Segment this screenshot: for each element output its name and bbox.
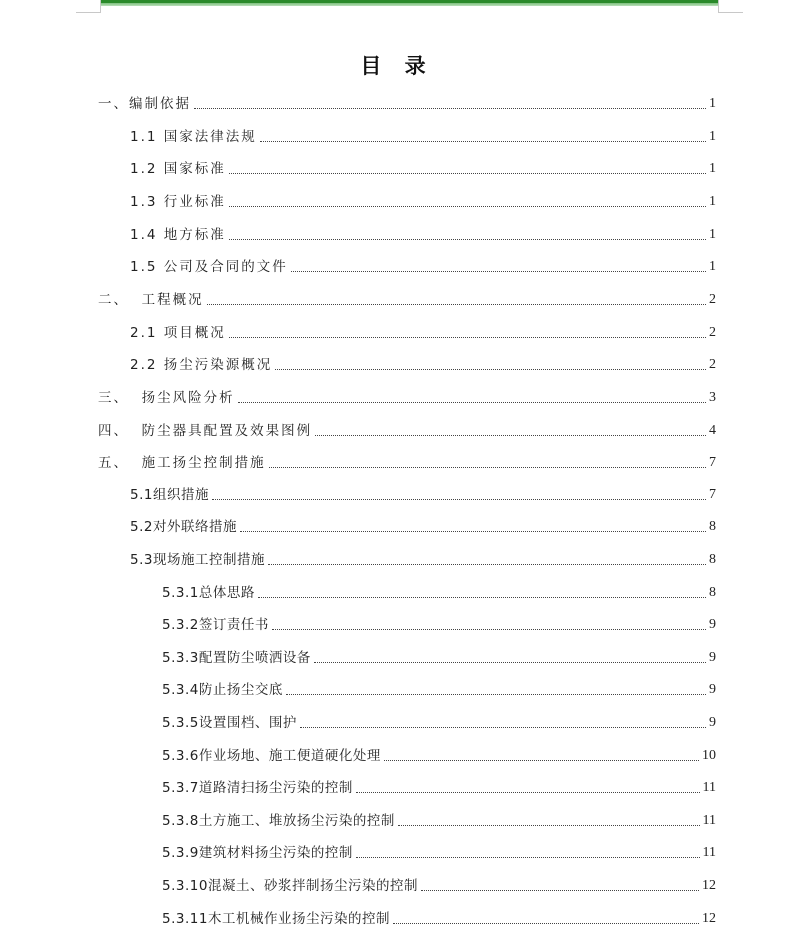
toc-entry-label: 5.3.9建筑材料扬尘污染的控制	[162, 845, 353, 861]
toc-entry-label: 二、 工程概况	[98, 292, 204, 308]
page-title: 目 录	[360, 54, 434, 78]
toc-page-number: 1	[709, 194, 716, 209]
toc-entry[interactable]	[130, 485, 716, 505]
toc-entry-label: 5.3.3配置防尘喷洒设备	[162, 650, 311, 666]
toc-leader	[260, 141, 706, 142]
toc-leader	[356, 857, 700, 858]
toc-page-number: 9	[709, 682, 716, 697]
toc-page-number: 11	[702, 845, 716, 860]
toc-entry[interactable]	[162, 680, 716, 700]
toc-entry-label: 5.3.5设置围档、围护	[162, 715, 297, 731]
toc-entry[interactable]	[162, 583, 716, 603]
toc-leader	[398, 825, 700, 826]
toc-page-number: 7	[709, 455, 716, 470]
toc-page-number: 1	[709, 96, 716, 111]
toc-page-number: 1	[709, 259, 716, 274]
toc-leader	[207, 304, 706, 305]
toc-leader	[229, 239, 706, 240]
toc-entry[interactable]	[162, 713, 716, 733]
toc-page-number: 8	[709, 585, 716, 600]
toc-entry-label: 2.2 扬尘污染源概况	[130, 357, 273, 373]
toc-page-number: 8	[709, 519, 716, 534]
toc-leader	[393, 923, 699, 924]
toc-entry-label: 一、编制依据	[98, 96, 191, 112]
toc-entry-label: 1.4 地方标准	[130, 227, 226, 243]
toc-entry-label: 5.1组织措施	[130, 487, 209, 503]
toc-entry-label: 5.3.7道路清扫扬尘污染的控制	[162, 780, 353, 796]
toc-entry[interactable]	[162, 843, 716, 863]
toc-entry[interactable]	[162, 876, 716, 896]
crop-mark-left	[76, 0, 101, 13]
toc-page-number: 2	[709, 325, 716, 340]
toc-entry[interactable]	[162, 811, 716, 831]
toc-leader	[229, 206, 706, 207]
toc-entry-label: 1.1 国家法律法规	[130, 129, 257, 145]
toc-entry-label: 五、 施工扬尘控制措施	[98, 455, 266, 471]
toc-entry-label: 5.3.10混凝土、砂浆拌制扬尘污染的控制	[162, 878, 418, 894]
toc-leader	[212, 499, 706, 500]
toc-entry[interactable]	[130, 323, 716, 343]
crop-mark-right	[718, 0, 743, 13]
toc-entry[interactable]	[98, 94, 716, 114]
toc-entry-label: 1.3 行业标准	[130, 194, 226, 210]
toc-leader	[229, 173, 706, 174]
toc-entry[interactable]	[162, 909, 716, 929]
header-rule	[100, 0, 718, 6]
toc-page-number: 1	[709, 227, 716, 242]
toc-leader	[286, 694, 706, 695]
toc-page-number: 11	[702, 813, 716, 828]
toc-leader	[356, 792, 700, 793]
toc-entry[interactable]	[162, 648, 716, 668]
toc-entry-label: 5.3.4防止扬尘交底	[162, 682, 283, 698]
toc-page-number: 1	[709, 161, 716, 176]
toc-leader	[258, 597, 706, 598]
toc-page-number: 8	[709, 552, 716, 567]
toc-leader	[314, 662, 706, 663]
toc-leader	[268, 564, 706, 565]
toc-leader	[300, 727, 706, 728]
toc-leader	[275, 369, 706, 370]
toc-entry-label: 5.3.1总体思路	[162, 585, 255, 601]
toc-page-number: 1	[709, 129, 716, 144]
toc-entry[interactable]	[98, 453, 716, 473]
toc-entry[interactable]	[98, 421, 716, 441]
toc-leader	[229, 337, 706, 338]
toc-leader	[240, 531, 706, 532]
toc-entry-label: 5.3.6作业场地、施工便道硬化处理	[162, 748, 381, 764]
toc-entry-label: 5.3.2签订责任书	[162, 617, 269, 633]
toc-entry-label: 5.2对外联络措施	[130, 519, 237, 535]
toc-entry[interactable]	[130, 355, 716, 375]
toc-entry[interactable]	[130, 192, 716, 212]
toc-page-number: 7	[709, 487, 716, 502]
toc-page-number: 2	[709, 357, 716, 372]
toc-page-number: 4	[709, 423, 716, 438]
toc-page-number: 10	[702, 748, 716, 763]
toc-entry-label: 2.1 项目概况	[130, 325, 226, 341]
toc-entry-label: 5.3现场施工控制措施	[130, 552, 265, 568]
toc-page-number: 9	[709, 650, 716, 665]
toc-entry-label: 5.3.8土方施工、堆放扬尘污染的控制	[162, 813, 395, 829]
toc-entry[interactable]	[130, 517, 716, 537]
toc-entry[interactable]	[130, 127, 716, 147]
toc-entry[interactable]	[162, 778, 716, 798]
toc-entry-label: 四、 防尘器具配置及效果图例	[98, 423, 313, 439]
toc-page-number: 12	[702, 878, 716, 893]
toc-entry[interactable]	[130, 159, 716, 179]
toc-page-number: 3	[709, 390, 716, 405]
toc-page-number: 9	[709, 715, 716, 730]
toc-page-number: 12	[702, 911, 716, 926]
toc-entry-label: 三、 扬尘风险分析	[98, 390, 235, 406]
toc-leader	[238, 402, 706, 403]
toc-entry-label: 1.5 公司及合同的文件	[130, 259, 288, 275]
toc-page-number: 9	[709, 617, 716, 632]
toc-entry[interactable]	[98, 388, 716, 408]
toc-entry[interactable]	[162, 746, 716, 766]
toc-leader	[384, 760, 699, 761]
toc-leader	[272, 629, 706, 630]
toc-entry[interactable]	[130, 550, 716, 570]
toc-leader	[291, 271, 706, 272]
toc-leader	[194, 108, 706, 109]
toc-leader	[315, 435, 706, 436]
toc-entry[interactable]	[130, 225, 716, 245]
toc-entry[interactable]	[162, 615, 716, 635]
toc-leader	[269, 467, 706, 468]
toc-page-number: 11	[702, 780, 716, 795]
toc-entry[interactable]	[130, 257, 716, 277]
toc-leader	[421, 890, 699, 891]
toc-entry[interactable]	[98, 290, 716, 310]
toc-entry-label: 1.2 国家标准	[130, 161, 226, 177]
toc-page-number: 2	[709, 292, 716, 307]
toc-entry-label: 5.3.11木工机械作业扬尘污染的控制	[162, 911, 390, 927]
